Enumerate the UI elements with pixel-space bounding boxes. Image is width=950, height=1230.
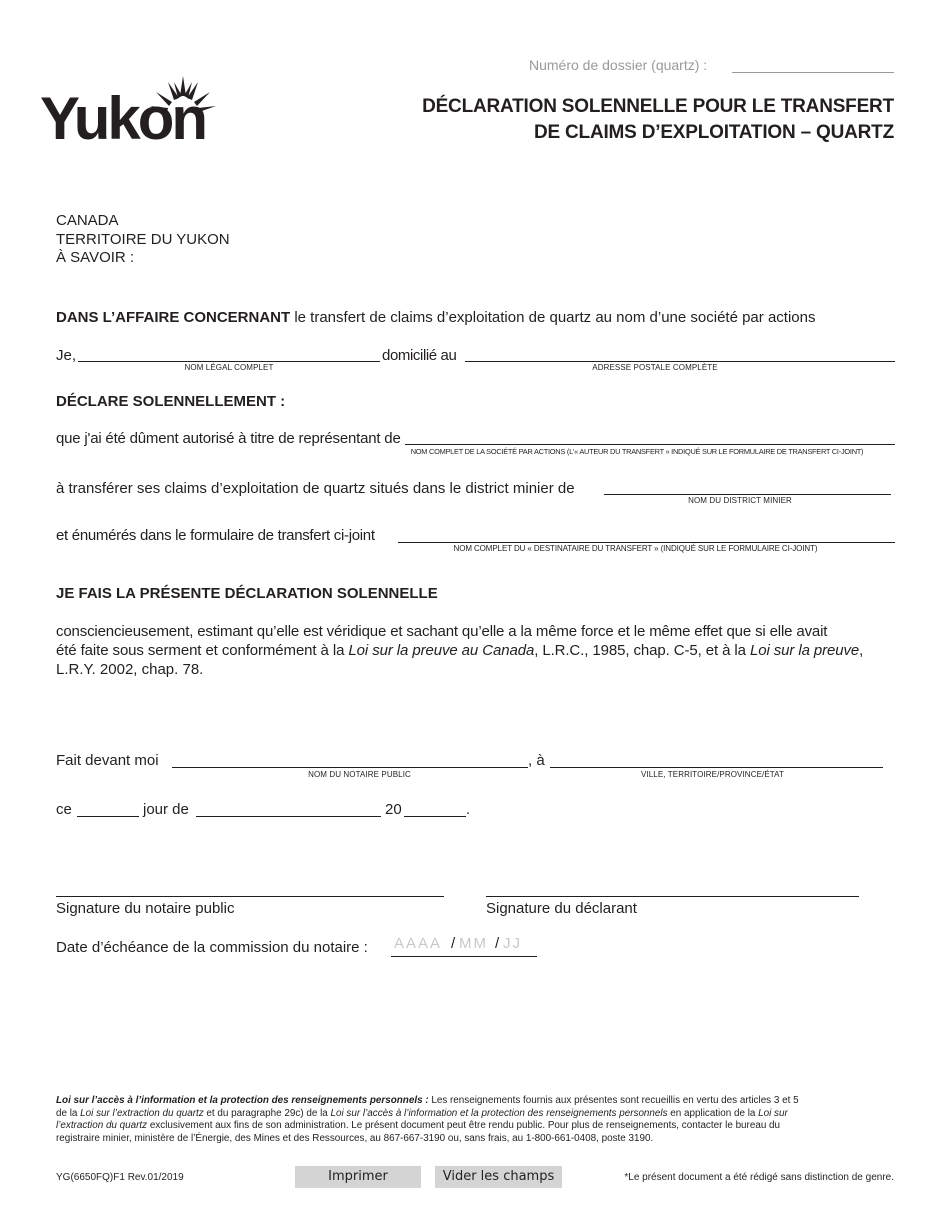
privacy-text: et du paragraphe 29c) de la (203, 1107, 331, 1119)
full-legal-name-input[interactable] (78, 361, 380, 362)
quartz-act-part: Loi sur (758, 1107, 788, 1119)
commission-expiry-label: Date d’échéance de la commission du notaire : (56, 939, 368, 956)
city-input[interactable] (550, 767, 883, 768)
privacy-text: Les renseignements fournis aux présentes sont recueillis en vertu des articles 3 et 5 (428, 1095, 799, 1106)
privacy-text: exclusivement aux fins de son administration. Le présent document peut être rendu public. Pour plus de renseignements, contacter le bureau du (147, 1120, 781, 1132)
listed-label: et énumérés dans le formulaire de transfert ci-joint (56, 527, 375, 544)
representative-label: que j'ai été dûment autorisé à titre de représentant de (56, 430, 401, 447)
statement-text: , (859, 642, 864, 659)
commission-expiry-date-input[interactable] (391, 934, 537, 957)
year-prefix: 20 (385, 801, 402, 818)
yukon-logo (40, 72, 215, 152)
transferee-name-caption: NOM COMPLET DU « DESTINATAIRE DU TRANSFERT » (INDIQUÉ SUR LE FORMULAIRE CI-JOINT) (453, 544, 818, 553)
notary-name-caption: NOM DU NOTAIRE PUBLIC (308, 770, 411, 779)
jurisdiction-country: CANADA (56, 212, 119, 229)
quartz-act: Loi sur l’extraction du quartz (80, 1107, 204, 1119)
full-legal-name-caption: NOM LÉGAL COMPLET (184, 363, 274, 372)
day-input[interactable] (77, 816, 139, 817)
date-separator: / (451, 935, 456, 952)
statement-line-2 (56, 641, 896, 660)
date-year-placeholder: AAAA (394, 935, 443, 952)
print-button[interactable]: Imprimer (295, 1166, 421, 1188)
mining-district-caption: NOM DU DISTRICT MINIER (688, 496, 792, 505)
jurisdiction-savoir: À SAVOIR : (56, 249, 135, 266)
at-label: , à (528, 752, 545, 769)
privacy-text: de la (56, 1107, 81, 1119)
district-label: à transférer ses claims d’exploitation de quartz situés dans le district minier de (56, 480, 575, 497)
matter-bold: DANS L’AFFAIRE CONCERNANT (56, 309, 291, 326)
logo-wordmark: Yukon (40, 85, 206, 152)
statement-heading: JE FAIS LA PRÉSENTE DÉCLARATION SOLENNELLE (56, 585, 438, 602)
quartz-act-part: l’extraction du quartz (56, 1120, 148, 1132)
ce-label: ce (56, 801, 72, 818)
privacy-line-2 (56, 1108, 896, 1121)
privacy-text: en application de la (667, 1107, 759, 1119)
statement-paragraph (56, 622, 896, 679)
day-of-label: jour de (143, 801, 189, 818)
date-day-placeholder: JJ (503, 935, 522, 952)
matter-line (56, 309, 815, 326)
year-input[interactable] (404, 816, 466, 817)
declarant-signature-line[interactable] (486, 896, 859, 897)
law-canada-evidence: Loi sur la preuve au Canada (348, 642, 535, 659)
statement-line-3: L.R.Y. 2002, chap. 78. (56, 661, 204, 678)
page-title (422, 94, 894, 146)
file-number-input-line[interactable] (732, 72, 894, 73)
clear-fields-button[interactable]: Vider les champs (435, 1166, 562, 1188)
jurisdiction-territory: TERRITOIRE DU YUKON (56, 230, 230, 248)
matter-rest: le transfert de claims d’exploitation de quartz au nom d’une société par actions (290, 309, 816, 326)
file-number-field[interactable] (529, 57, 707, 73)
period: . (466, 801, 471, 818)
transferee-name-input[interactable] (398, 542, 895, 543)
title-line-1: DÉCLARATION SOLENNELLE POUR LE TRANSFERT (422, 96, 894, 117)
statement-line-1: consciencieusement, estimant qu’elle est véridique et sachant qu’elle a la même force et le même effet que si elle avait (56, 623, 828, 640)
before-me-label: Fait devant moi (56, 752, 159, 769)
notary-signature-label: Signature du notaire public (56, 900, 235, 917)
statement-text: été faite sous serment et conformément à la (56, 642, 349, 659)
company-name-input[interactable] (405, 444, 895, 445)
postal-address-caption: ADRESSE POSTALE COMPLÈTE (592, 363, 718, 372)
month-input[interactable] (196, 816, 381, 817)
company-name-caption: NOM COMPLET DE LA SOCIÉTÉ PAR ACTIONS (L'« AUTEUR DU TRANSFERT » INDIQUÉ SUR LE FORMULAIRE DE TRANSFERT CI-JOINT) (410, 447, 864, 456)
privacy-act: Loi sur l’accès à l’information et la protection des renseignements personnels (330, 1107, 668, 1119)
mining-district-input[interactable] (604, 494, 891, 495)
form-code: YG(6650FQ)F1 Rev.01/2019 (56, 1172, 184, 1183)
title-line-2: DE CLAIMS D’EXPLOITATION – QUARTZ (533, 122, 894, 143)
notary-name-input[interactable] (172, 767, 528, 768)
date-separator: / (495, 935, 500, 952)
gender-note: *Le présent document a été rédigé sans distinction de genre. (624, 1172, 894, 1183)
jurisdiction-block (56, 212, 230, 268)
date-month-placeholder: MM (459, 935, 488, 952)
privacy-act-title: Loi sur l’accès à l’information et la protection des renseignements personnels : (56, 1095, 429, 1106)
notary-signature-line[interactable] (56, 896, 444, 897)
declarant-signature-label: Signature du déclarant (486, 900, 637, 917)
je-label: Je, (56, 347, 77, 364)
privacy-line-3 (56, 1120, 896, 1133)
privacy-line-4: registraire minier, ministère de l’Énergie, des Mines et des Ressources, au 867-667-3190 ou, sans frais, au 1-800-661-0408, poste 3190. (56, 1132, 654, 1144)
file-number-label: Numéro de dossier (quartz) : (529, 57, 708, 73)
domicile-label: domicilié au (382, 347, 457, 364)
postal-address-input[interactable] (465, 361, 895, 362)
privacy-line-1 (56, 1095, 896, 1108)
privacy-notice (56, 1095, 896, 1145)
law-evidence: Loi sur la preuve (749, 642, 860, 659)
city-caption: VILLE, TERRITOIRE/PROVINCE/ÉTAT (641, 770, 784, 779)
statement-text: , L.R.C., 1985, chap. C-5, et à la (534, 642, 750, 659)
declare-heading: DÉCLARE SOLENNELLEMENT : (56, 393, 286, 410)
